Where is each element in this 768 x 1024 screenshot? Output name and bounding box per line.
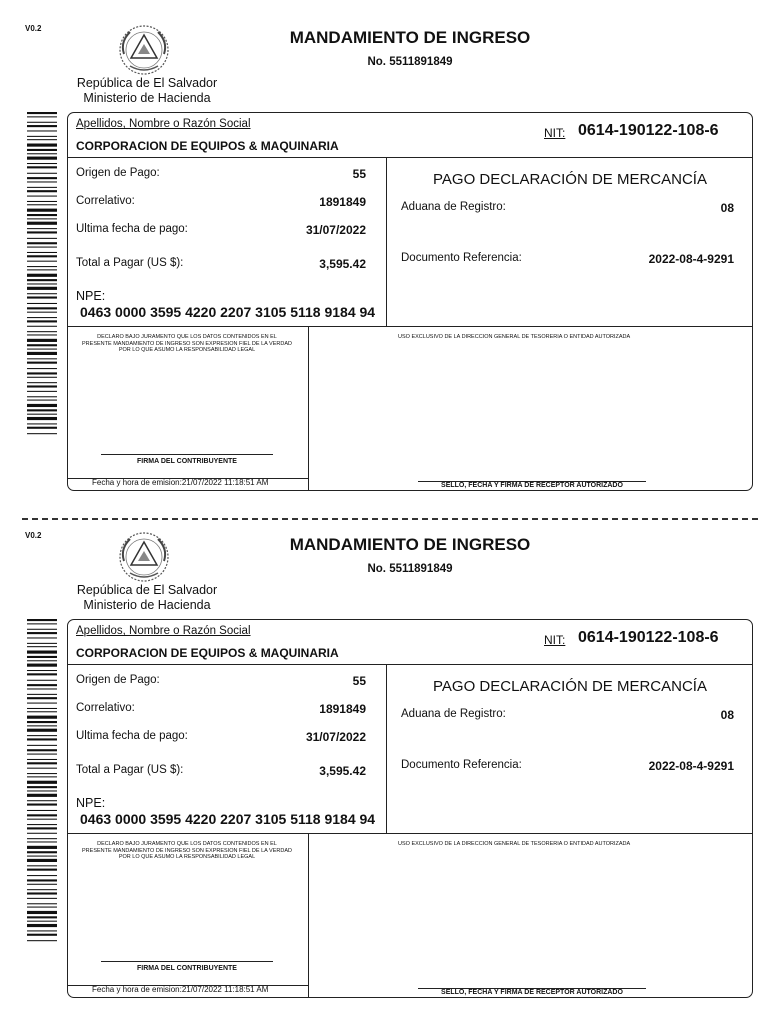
emission-datetime: Fecha y hora de emision:21/07/2022 11:18:51 AM <box>92 478 269 487</box>
form-box <box>67 619 753 998</box>
document-number: No. 5511891849 <box>367 563 453 575</box>
correlative-label: Correlativo: <box>76 195 135 207</box>
customs-label: Aduana de Registro: <box>401 708 506 720</box>
coat-of-arms-seal-icon <box>116 24 172 76</box>
ministry-name: Ministerio de Hacienda <box>83 91 211 105</box>
emission-datetime: Fecha y hora de emision:21/07/2022 11:18:51 AM <box>92 985 269 994</box>
document-title: MANDAMIENTO DE INGRESO <box>289 535 531 554</box>
payment-type: PAGO DECLARACIÓN DE MERCANCÍA <box>433 171 707 188</box>
last-payment-date-label: Ultima fecha de pago: <box>76 730 188 742</box>
npe-value: 0463 0000 3595 4220 2207 3105 5118 9184 94 <box>80 304 376 320</box>
taxpayer-name-label: Apellidos, Nombre o Razón Social <box>76 118 251 130</box>
exclusive-use-text: USO EXCLUSIVO DE LA DIRECCION GENERAL DE TESORERIA O ENTIDAD AUTORIZADA <box>398 841 631 847</box>
government-header <box>60 583 234 613</box>
declaration-text: DECLARO BAJO JURAMENTO QUE LOS DATOS CONTENIDOS EN EL PRESENTE MANDAMIENTO DE INGRESO SON EXPRESION FIEL DE LA VERDAD POR LO QUE ASUMO LA RESPONSABILIDAD LEGAL <box>82 334 292 353</box>
taxpayer-name: CORPORACION DE EQUIPOS & MAQUINARIA <box>76 646 339 660</box>
customs-label: Aduana de Registro: <box>401 201 506 213</box>
total-value: 3,595.42 <box>319 257 366 271</box>
payment-origin-label: Origen de Pago: <box>76 674 160 686</box>
receiver-signature-label: SELLO, FECHA Y FIRMA DE RECEPTOR AUTORIZADO <box>441 989 623 996</box>
declaration-text: DECLARO BAJO JURAMENTO QUE LOS DATOS CONTENIDOS EN EL PRESENTE MANDAMIENTO DE INGRESO SON EXPRESION FIEL DE LA VERDAD POR LO QUE ASUMO LA RESPONSABILIDAD LEGAL <box>82 841 292 860</box>
reference-value: 2022-08-4-9291 <box>648 252 734 266</box>
last-payment-date-value: 31/07/2022 <box>305 730 366 744</box>
barcode-icon <box>27 112 57 435</box>
reference-value: 2022-08-4-9291 <box>648 759 734 773</box>
reference-label: Documento Referencia: <box>401 759 522 771</box>
customs-value: 08 <box>720 708 734 722</box>
document-number: No. 5511891849 <box>367 56 453 68</box>
payment-origin-value: 55 <box>352 674 366 688</box>
receiver-signature-label: SELLO, FECHA Y FIRMA DE RECEPTOR AUTORIZADO <box>441 482 623 489</box>
nit-label: NIT: <box>544 633 566 647</box>
version-label: V0.2 <box>25 24 42 33</box>
last-payment-date-label: Ultima fecha de pago: <box>76 223 188 235</box>
version-label: V0.2 <box>25 531 42 540</box>
taxpayer-name: CORPORACION DE EQUIPOS & MAQUINARIA <box>76 139 339 153</box>
coat-of-arms-seal-icon <box>116 531 172 583</box>
payment-origin-value: 55 <box>352 167 366 181</box>
total-label: Total a Pagar (US $): <box>76 764 184 776</box>
payment-type: PAGO DECLARACIÓN DE MERCANCÍA <box>433 678 707 695</box>
correlative-label: Correlativo: <box>76 702 135 714</box>
npe-label: NPE: <box>76 796 106 810</box>
last-payment-date-value: 31/07/2022 <box>305 223 366 237</box>
nit-value: 0614-190122-108-6 <box>578 122 719 139</box>
taxpayer-signature-label: FIRMA DEL CONTRIBUYENTE <box>137 965 237 972</box>
customs-value: 08 <box>720 201 734 215</box>
form-box <box>67 112 753 491</box>
nit-label: NIT: <box>544 126 566 140</box>
exclusive-use-text: USO EXCLUSIVO DE LA DIRECCION GENERAL DE TESORERIA O ENTIDAD AUTORIZADA <box>398 334 631 340</box>
npe-label: NPE: <box>76 289 106 303</box>
payment-origin-label: Origen de Pago: <box>76 167 160 179</box>
receipt-copy-duplicate <box>0 507 768 1007</box>
total-value: 3,595.42 <box>319 764 366 778</box>
taxpayer-signature-label: FIRMA DEL CONTRIBUYENTE <box>137 458 237 465</box>
republic-name: República de El Salvador <box>76 583 218 597</box>
republic-name: República de El Salvador <box>76 76 218 90</box>
reference-label: Documento Referencia: <box>401 252 522 264</box>
receipt-copy-original <box>0 0 768 500</box>
correlative-value: 1891849 <box>319 195 366 209</box>
document-title: MANDAMIENTO DE INGRESO <box>289 28 531 47</box>
taxpayer-name-label: Apellidos, Nombre o Razón Social <box>76 625 251 637</box>
correlative-value: 1891849 <box>319 702 366 716</box>
npe-value: 0463 0000 3595 4220 2207 3105 5118 9184 94 <box>80 811 376 827</box>
government-header <box>60 76 234 106</box>
ministry-name: Ministerio de Hacienda <box>83 598 211 612</box>
barcode-icon <box>27 619 57 942</box>
total-label: Total a Pagar (US $): <box>76 257 184 269</box>
nit-value: 0614-190122-108-6 <box>578 629 719 646</box>
